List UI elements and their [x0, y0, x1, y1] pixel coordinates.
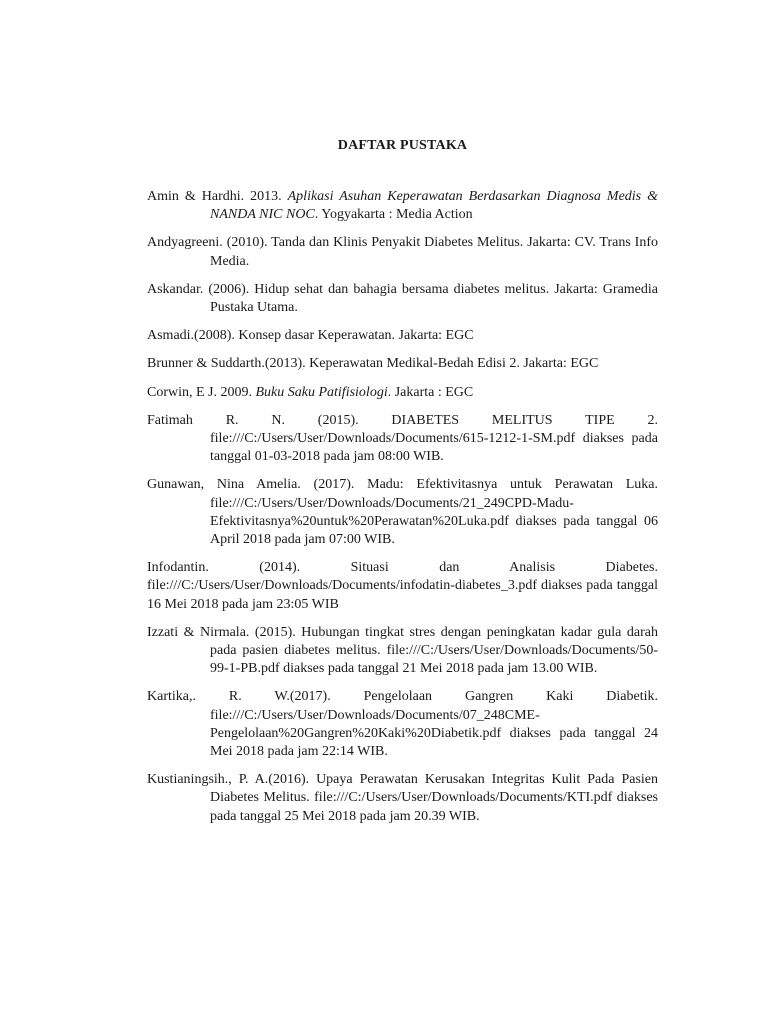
- reference-entry-4: Brunner & Suddarth.(2013). Keperawatan Medikal-Bedah Edisi 2. Jakarta: EGC: [147, 356, 599, 372]
- reference-list: [147, 188, 658, 826]
- page-title: DAFTAR PUSTAKA: [337, 138, 468, 153]
- reference-entry-8: Infodantin. (2014). Situasi dan Analisis Diabetes. file:///C:/Users/User/Downloads/Documents/infodatin-diabetes_3.pdf diakses pada tanggal 16 Mei 2018 pada jam 23:05 WIB: [147, 560, 658, 612]
- reference-entry-7: Gunawan, Nina Amelia. (2017). Madu: Efektivitasnya untuk Perawatan Luka. file:///C:/Users/User/Downloads/Documents/21_249CPD-Madu-Efektivitasnya%20untuk%20Perawatan%20Luka.pdf diakses pada tanggal 06 April 2018 pada jam 07:00 WIB.: [147, 477, 658, 548]
- reference-entry-2: Askandar. (2006). Hidup sehat dan bahagia bersama diabetes melitus. Jakarta: Gramedia Pustaka Utama.: [147, 281, 658, 316]
- reference-entry-5: Corwin, E J. 2009. Buku Saku Patifisiologi. Jakarta : EGC: [147, 384, 474, 400]
- reference-entry-0: Amin & Hardhi. 2013. Aplikasi Asuhan Keperawatan Berdasarkan Diagnosa Medis & NANDA NIC NOC. Yogyakarta : Media Action: [147, 189, 658, 223]
- reference-entry-10: Kartika,. R. W.(2017). Pengelolaan Gangren Kaki Diabetik. file:///C:/Users/User/Downloads/Documents/07_248CME-Pengelolaan%20Gangren%20Kaki%20Diabetik.pdf diakses pada tanggal 24 Mei 2018 pada jam 22:14 WIB.: [147, 689, 658, 760]
- reference-entry-11: Kustianingsih., P. A.(2016). Upaya Perawatan Kerusakan Integritas Kulit Pada Pasien Diabetes Melitus. file:///C:/Users/User/Downloads/Documents/KTI.pdf diakses pada tanggal 25 Mei 2018 pada jam 20.39 WIB.: [147, 772, 658, 824]
- document-page: [147, 138, 658, 836]
- reference-entry-9: Izzati & Nirmala. (2015). Hubungan tingkat stres dengan peningkatan kadar gula darah pada pasien diabetes melitus. file:///C:/Users/User/Downloads/Documents/50-99-1-PB.pdf diakses pada tanggal 21 Mei 2018 pada jam 13.00 WIB.: [147, 624, 658, 677]
- reference-entry-3: Asmadi.(2008). Konsep dasar Keperawatan. Jakarta: EGC: [147, 328, 474, 344]
- reference-entry-6: Fatimah R. N. (2015). DIABETES MELITUS TIPE 2. file:///C:/Users/User/Downloads/Documents/615-1212-1-SM.pdf diakses pada tanggal 01-03-2018 pada jam 08:00 WIB.: [147, 412, 658, 465]
- reference-entry-1: Andyagreeni. (2010). Tanda dan Klinis Penyakit Diabetes Melitus. Jakarta: CV. Trans Info Media.: [147, 235, 658, 269]
